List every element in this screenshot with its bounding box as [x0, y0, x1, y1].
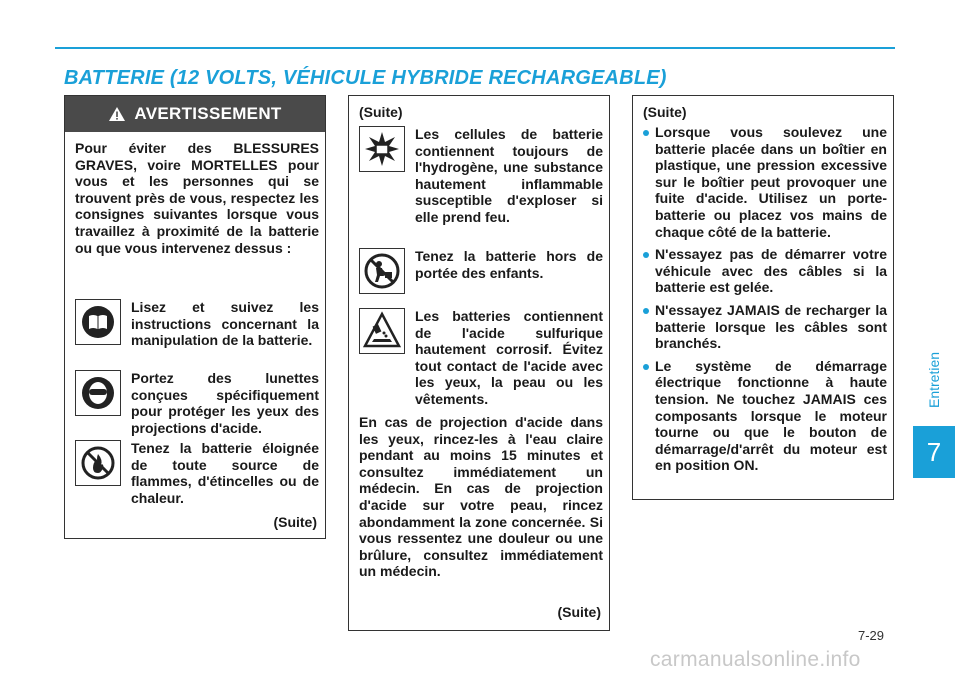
explosion-icon: [359, 126, 405, 172]
suite-top-label: (Suite): [643, 104, 687, 120]
warning-item-text: Portez des lunettes conçues spécifiquement pour protéger les yeux des projections d'acide.: [131, 370, 319, 436]
watermark-bottom: carmanualsonline.info: [650, 648, 861, 671]
section-title: BATTERIE (12 VOLTS, VÉHICULE HYBRIDE RECHARGEABLE): [64, 67, 667, 89]
bullet-icon: [643, 252, 649, 258]
warning-item-text: Les cellules de batterie contiennent toujours de l'hydrogène, une substance hautement inflammable susceptible d'exploser si elle prend feu.: [415, 126, 603, 225]
warning-item: [359, 126, 603, 226]
warning-panel: [64, 95, 326, 539]
warning-bullet-list: [643, 124, 887, 480]
bullet-text: Lorsque vous soulevez une batterie placée dans un boîtier en plastique, une pression excessive sur le boîtier peut provoquer une fuite d'acide. Utilisez un porte-batterie ou placez vos mains de chaque côté de la batterie.: [655, 124, 887, 240]
continued-panel: [348, 95, 610, 631]
keep-away-children-icon: [359, 248, 405, 294]
warning-header: [65, 96, 325, 132]
warning-item-text: Tenez la batterie hors de portée des enfants.: [415, 248, 603, 281]
page-number: 7-29: [858, 628, 885, 643]
no-flame-icon: [75, 440, 121, 486]
list-item: [643, 358, 887, 474]
bullet-text: Le système de démarrage électrique fonctionne à haute tension. Ne touchez JAMAIS ces composants lorsque le moteur tourne ou que le bouton de démarrage/d'arrêt du moteur est en position ON.: [655, 357, 887, 474]
warning-item: [75, 299, 319, 349]
list-item: [643, 246, 887, 296]
bullet-icon: [643, 364, 649, 370]
list-item: [643, 302, 887, 352]
list-item: [643, 124, 887, 240]
warning-item: [359, 248, 603, 294]
bullet-text: N'essayez JAMAIS de recharger la batterie lorsque les câbles sont branchés.: [655, 301, 887, 352]
suite-label: (Suite): [273, 514, 317, 530]
bullet-icon: [643, 308, 649, 314]
acid-first-aid-paragraph: En cas de projection d'acide dans les yeux, rincez-les à l'eau claire pendant au moins 15 minutes et consultez immédiatement un médecin. En cas de projection d'acide sur votre peau, rincez abondamment la zone concernée. Si vous ressentez une douleur ou une brûlure, consultez immédiatement un médecin.: [359, 414, 603, 580]
warning-triangle-icon: [108, 106, 126, 122]
manual-book-icon: [75, 299, 121, 345]
warning-item: [359, 308, 603, 408]
safety-goggles-icon: [75, 370, 121, 416]
warning-item-text: Tenez la batterie éloignée de toute source de flammes, d'étincelles ou de chaleur.: [131, 440, 319, 506]
warning-item: [75, 370, 319, 436]
warning-item: [75, 440, 319, 506]
warning-item-text: Les batteries contiennent de l'acide sulfurique hautement corrosif. Évitez tout contact de l'acide avec les yeux, la peau ou les vêtements.: [415, 308, 603, 407]
warning-item-text: Lisez et suivez les instructions concernant la manipulation de la batterie.: [131, 299, 319, 349]
warning-header-label: AVERTISSEMENT: [134, 104, 282, 123]
bullet-icon: [643, 130, 649, 136]
suite-label: (Suite): [557, 604, 601, 620]
bullet-text: N'essayez pas de démarrer votre véhicule avec des câbles si la batterie est gelée.: [655, 246, 887, 296]
chapter-side-label: [918, 330, 950, 430]
chapter-tab: 7: [913, 426, 955, 478]
continued-panel: [632, 95, 894, 500]
corrosive-acid-icon: [359, 308, 405, 354]
chapter-label: Entretien: [926, 351, 942, 409]
warning-intro: Pour éviter des BLESSURES GRAVES, voire MORTELLES pour vous et les personnes qui se trouvent près de vous, respectez les consignes suivantes lorsque vous travaillez à proximité de la batterie ou que vous intervenez dessus :: [75, 140, 319, 256]
suite-top-label: (Suite): [359, 104, 403, 120]
top-rule: [55, 47, 895, 49]
